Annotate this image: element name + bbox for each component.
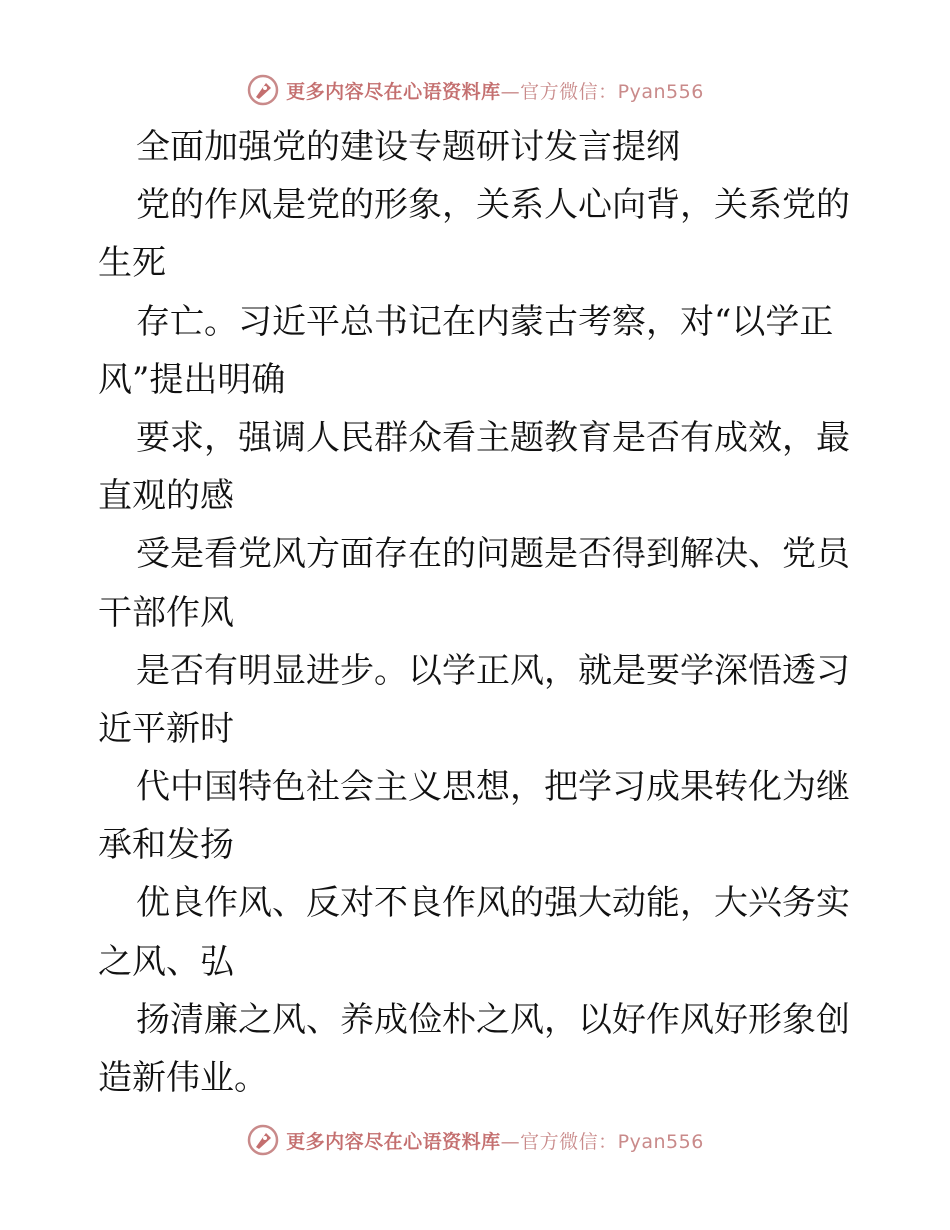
text-line: 造新伟业。 xyxy=(98,1058,268,1098)
text-line: 是否有明显进步。以学正风，就是要学深悟透习 xyxy=(136,650,850,691)
text-line: 近平新时 xyxy=(98,708,234,749)
text-line: 风”提出明确 xyxy=(98,359,286,400)
text-line: 存亡。习近平总书记在内蒙古考察，对“以学正 xyxy=(136,301,834,342)
text-line: 要求，强调人民群众看主题教育是否有成效，最 xyxy=(136,417,850,458)
watermark-contact: —官方微信：Pyan556 xyxy=(500,80,704,103)
text-line: 之风、弘 xyxy=(98,941,234,982)
document-title: 全面加强党的建设专题研讨发言提纲 xyxy=(136,127,680,167)
document-body xyxy=(98,118,858,1107)
text-line: 党的作风是党的形象，关系人心向背，关系党的 xyxy=(136,185,850,226)
text-line: 直观的感 xyxy=(98,476,234,517)
text-line: 扬清廉之风、养成俭朴之风，以好作风好形象创 xyxy=(136,999,850,1040)
watermark-brand: 更多内容尽在心语资料库 xyxy=(286,1130,501,1153)
pen-nib-logo-icon xyxy=(246,1123,280,1157)
text-line: 承和发扬 xyxy=(98,825,234,866)
text-line: 受是看党风方面存在的问题是否得到解决、党员 xyxy=(136,534,850,575)
footer-watermark xyxy=(0,1120,950,1160)
watermark-brand: 更多内容尽在心语资料库 xyxy=(286,80,501,103)
text-line: 代中国特色社会主义思想，把学习成果转化为继 xyxy=(136,767,850,808)
header-watermark xyxy=(0,70,950,110)
watermark-text xyxy=(286,77,704,104)
pen-nib-logo-icon xyxy=(246,73,280,107)
text-line: 优良作风、反对不良作风的强大动能，大兴务实 xyxy=(136,883,850,924)
watermark-text xyxy=(286,1127,704,1154)
text-line: 干部作风 xyxy=(98,592,234,633)
watermark-contact: —官方微信：Pyan556 xyxy=(500,1130,704,1153)
text-line: 生死 xyxy=(98,243,166,284)
